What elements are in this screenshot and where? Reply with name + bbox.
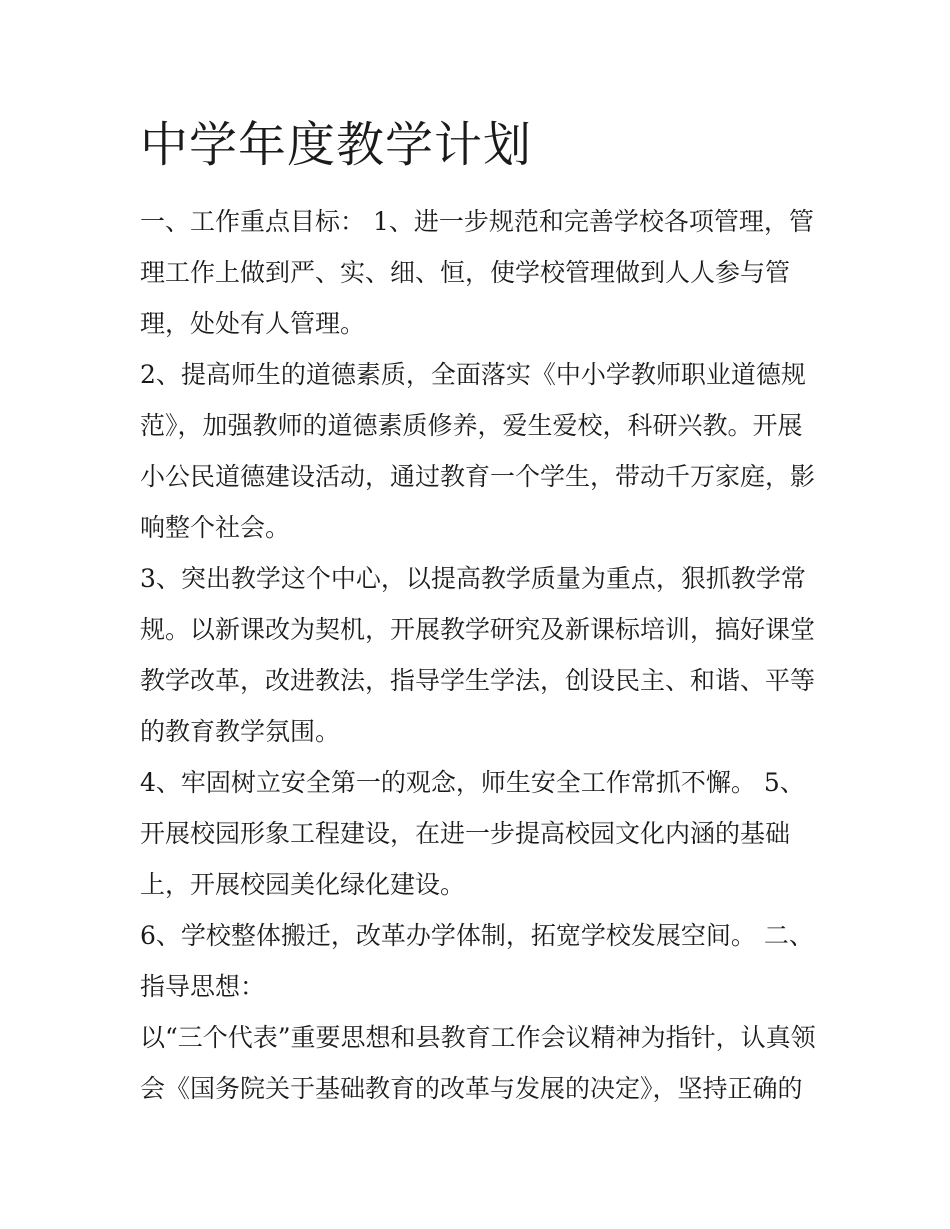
text-line: 上，开展校园美化绿化建设。 [140,870,466,899]
text-line: 3、突出教学这个中心，以提高教学质量为重点，狠抓教学常 [140,564,806,593]
document-body [140,196,820,1114]
text-line: 理工作上做到严、实、细、恒，使学校管理做到人人参与管 [140,258,791,287]
text-line: 范》，加强教师的道德素质修养，爱生爱校，科研兴教。开展 [140,411,803,440]
text-line: 2、提高师生的道德素质，全面落实《中小学教师职业道德规 [140,360,806,389]
text-line: 4、牢固树立安全第一的观念，师生安全工作常抓不懈。 5、 [140,768,805,797]
text-line: 指导思想： [140,972,266,1001]
text-line: 开展校园形象工程建设，在进一步提高校园文化内涵的基础 [140,819,791,848]
document-title: 中学年度教学计划 [140,117,533,173]
text-line: 会《国务院关于基础教育的改革与发展的决定》，坚持正确的 [140,1074,803,1103]
text-line: 一、工作重点目标： 1、进一步规范和完善学校各项管理，管 [140,207,814,236]
text-line: 教学改革，改进教法，指导学生学法，创设民主、和谐、平等 [140,666,816,695]
text-line: 以“三个代表”重要思想和县教育工作会议精神为指针，认真领 [140,1023,816,1052]
text-line: 规。以新课改为契机，开展教学研究及新课标培训，搞好课堂 [140,615,816,644]
text-line: 小公民道德建设活动，通过教育一个学生，带动千万家庭，影 [140,462,816,491]
text-line: 的教育教学氛围。 [140,717,341,746]
text-line: 理，处处有人管理。 [140,309,366,338]
text-line: 6、学校整体搬迁，改革办学体制，拓宽学校发展空间。 二、 [140,921,814,950]
text-line: 响整个社会。 [140,513,291,542]
